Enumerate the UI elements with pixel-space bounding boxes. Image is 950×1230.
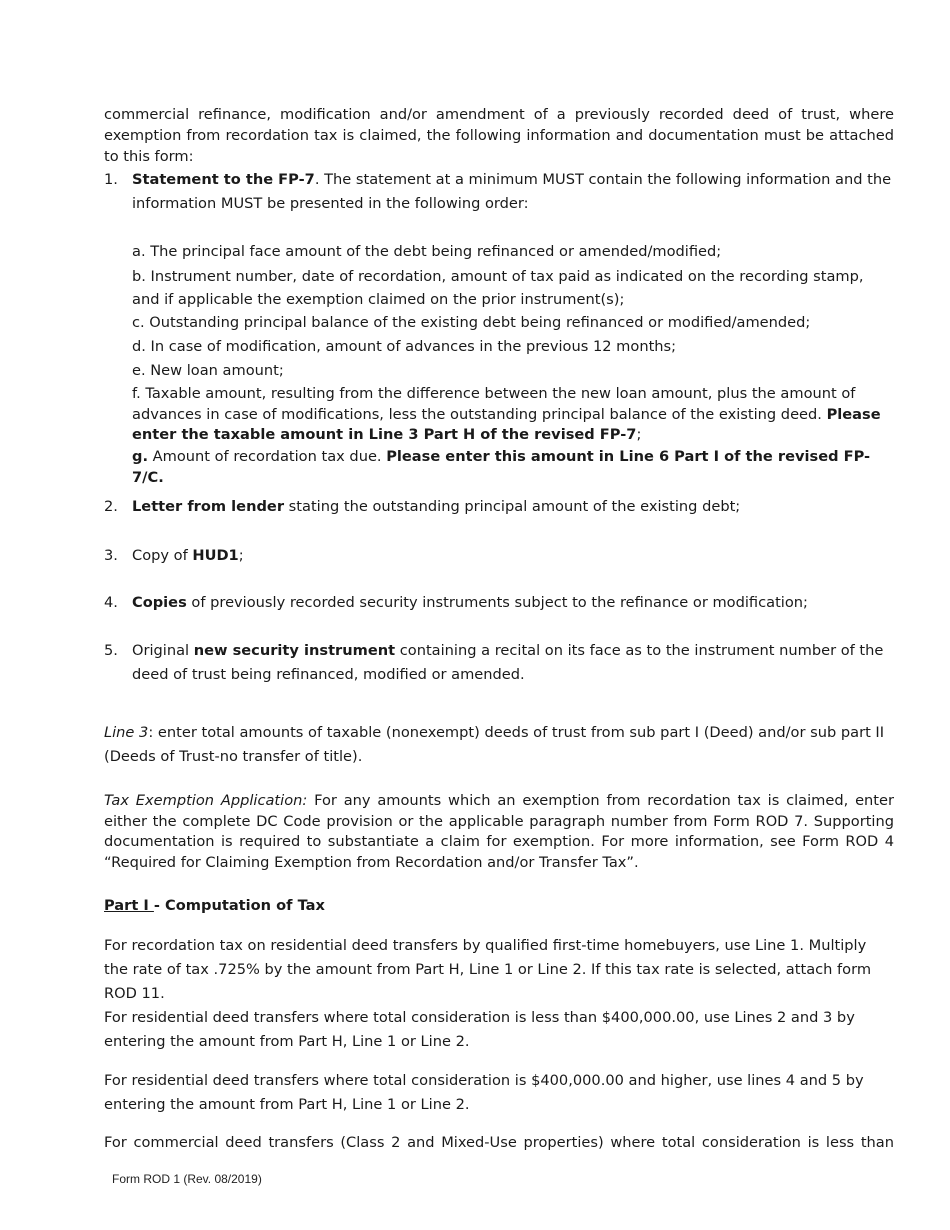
hud1-pre: Copy of (132, 547, 193, 564)
new-security-text: containing a recital on its face as to the instrument number of the deed of trust being refinanced, modified or amended. (132, 642, 884, 683)
sub-item-g-label: g. (132, 448, 148, 465)
statement-label: Statement to the FP-7 (132, 171, 315, 188)
copies-label: Copies (132, 594, 187, 611)
paragraph-residential-under-400k: For residential deed transfers where total consideration is less than $400,000.00, use Lines 2 and 3 by entering the amount from Part H, Line 1 or Line 2. (104, 1009, 855, 1050)
sub-item-e: e. New loan amount; (132, 362, 284, 379)
paragraph-commercial: For commercial deed transfers (Class 2 and Mixed-Use properties) where total consideration is less than (104, 1134, 894, 1151)
list-item-letter (132, 495, 894, 519)
copies-text: of previously recorded security instruments subject to the refinance or modification; (186, 594, 808, 611)
new-security-label: new security instrument (193, 642, 396, 659)
sub-item-c: c. Outstanding principal balance of the existing debt being refinanced or modified/amended; (132, 314, 811, 331)
paragraph-residential-400k-plus: For residential deed transfers where total consideration is $400,000.00 and higher, use lines 4 and 5 by entering the amount from Part H, Line 1 or Line 2. (104, 1072, 864, 1113)
list-item-copies (132, 591, 894, 615)
hud1-label: HUD1 (192, 547, 239, 564)
list-number-2: 2. (104, 498, 118, 515)
list-number-5: 5. (104, 642, 118, 659)
sub-item-d: d. In case of modification, amount of advances in the previous 12 months; (132, 338, 677, 355)
intro-paragraph: commercial refinance, modification and/or amendment of a previously recorded deed of trust, where exemption from recordation tax is claimed, the following information and documentation must be attached to this form: (104, 106, 894, 165)
paragraph-first-time-homebuyers: For recordation tax on residential deed transfers by qualified first-time homebuyers, use Line 1. Multiply the rate of tax .725% by the amount from Part H, Line 1 or Line 2. If this tax rate is selected, attach form ROD 11. (104, 937, 872, 1002)
line3-text: : enter total amounts of taxable (nonexempt) deeds of trust from sub part I (Deed) and/or sub part II (Deeds of Trust-no transfer of title). (104, 724, 885, 765)
sub-item-g-text: Amount of recordation tax due. (148, 448, 387, 465)
letter-label: Letter from lender (132, 498, 285, 515)
sub-item-f-bold: Please enter the taxable amount in Line 3 Part H of the revised FP-7 (132, 405, 881, 443)
statement-text: . The statement at a minimum MUST contain the following information and the information MUST be presented in the following order: (132, 171, 892, 212)
part1-title: - Computation of Tax (153, 897, 325, 914)
list-item-new-security (132, 639, 894, 687)
letter-text: stating the outstanding principal amount of the existing debt; (284, 498, 741, 515)
tax-exemption-paragraph (104, 791, 894, 873)
sub-item-f-text: f. Taxable amount, resulting from the difference between the new loan amount, plus the amount of advances in case of modifications, less the outstanding principal balance of the existing deed. (132, 385, 856, 423)
list-number-4: 4. (104, 594, 118, 611)
sub-item-a: a. The principal face amount of the debt being refinanced or amended/modified; (132, 243, 722, 260)
new-security-pre: Original (132, 642, 194, 659)
footer-form-id: Form ROD 1 (Rev. 08/2019) (112, 1172, 262, 1186)
tax-exemption-text: For any amounts which an exemption from recordation tax is claimed, enter either the complete DC Code provision or the applicable paragraph number from Form ROD 7. Supporting documentation is required to substantiate a claim for exemption. For more information, see Form ROD 4 “Required for Claiming Exemption from Recordation and/or Transfer Tax”. (104, 792, 895, 871)
list-item-statement (132, 168, 894, 216)
sub-item-f-end: ; (636, 426, 642, 443)
sub-item-b: b. Instrument number, date of recordation, amount of tax paid as indicated on the recording stamp, and if applicable the exemption claimed on the prior instrument(s); (132, 268, 864, 308)
list-item-hud1 (132, 544, 894, 568)
sub-item-g (132, 446, 894, 488)
line3-label: Line 3 (104, 724, 149, 741)
list-number-3: 3. (104, 547, 118, 564)
tax-exemption-label: Tax Exemption Application: (104, 792, 308, 809)
part1-label: Part I (104, 897, 154, 914)
list-number-1: 1. (104, 171, 118, 188)
hud1-text: ; (238, 547, 244, 564)
sub-item-g-bold: Please enter this amount in Line 6 Part I of the revised FP-7/C. (132, 448, 871, 486)
line3-paragraph (104, 721, 894, 769)
sub-item-f (132, 384, 894, 446)
part1-heading (104, 895, 894, 916)
